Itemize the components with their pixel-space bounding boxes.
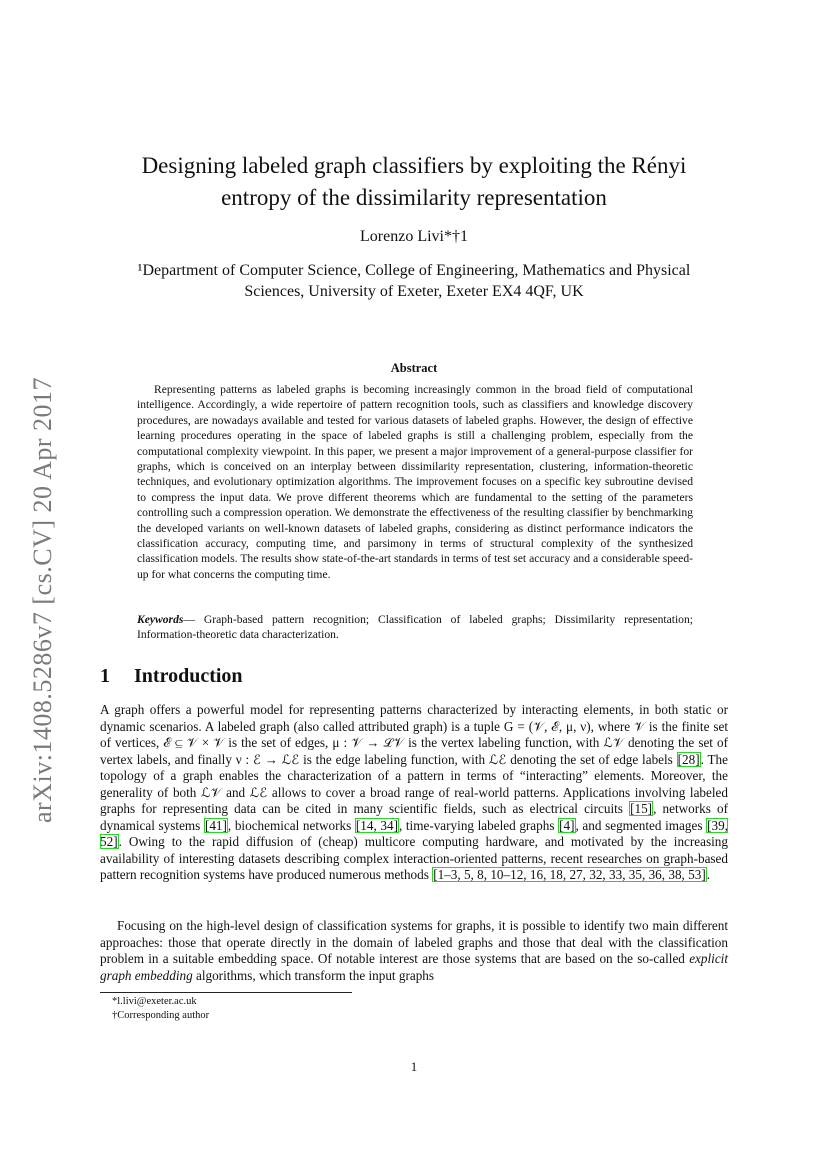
section-title: Introduction — [134, 665, 243, 687]
section-number: 1 — [100, 665, 110, 687]
title-line-2: entropy of the dissimilarity representation — [221, 185, 607, 210]
keywords — [137, 612, 693, 643]
footnote-rule — [100, 992, 352, 993]
paragraph-text: A graph offers a powerful model for representing patterns characterized by interacting elements, in both static or dynamic scenarios. A labeled graph (also called attributed graph) is a tuple G = (𝒱, ℰ, μ, ν), where 𝒱 is the finite set of vertices, ℰ ⊆ 𝒱 × 𝒱 is the set of edges, μ : 𝒱 → ℒ𝒱 is the vertex labeling function, with ℒ𝒱 denoting the set of vertex labels, and finally ν : ℰ → ℒℰ is the edge labeling function, with ℒℰ denoting the set of edge labels — [100, 702, 728, 767]
arxiv-identifier: arXiv:1408.5286v7 [cs.CV] 20 Apr 2017 — [28, 376, 58, 824]
citation-link[interactable]: [41] — [204, 817, 227, 833]
paragraph-text: , networks of dynamical systems — [100, 801, 728, 833]
paragraph-text: . Owing to the rapid diffusion of (cheap) multicore computing hardware, and motivated by the increasing availability of interesting datasets describing complex interaction-oriented patterns, recent researches on graph-based pattern recognition systems have produced numerous methods — [100, 834, 728, 882]
arxiv-watermark — [26, 370, 60, 830]
paragraph-text: . — [706, 867, 711, 882]
abstract-heading: Abstract — [390, 361, 438, 375]
paragraph-text: , biochemical networks — [227, 817, 355, 833]
paragraph-text: . The topology of a graph enables the characterization of a pattern in terms of “interacting” elements. Moreover, the generality of both ℒ𝒱 and ℒℰ allows to cover a broad range of real-world patterns. Applications involving labeled graphs for representing data can be cited in many scientific fields, such as electrical circuits — [100, 751, 728, 816]
citation-link[interactable]: [4] — [559, 817, 575, 833]
abstract-text: Representing patterns as labeled graphs is becoming increasingly common in the broad field of computational intelligence. Accordingly, a wide repertoire of pattern recognition tools, such as classifiers and knowledge discovery procedures, are nowadays available and tested for various datasets of labeled graphs. However, the design of effective learning procedures operating in the space of labeled graphs is still a challenging problem, especially from the computational complexity viewpoint. In this paper, we present a major improvement of a general-purpose classifier for graphs, which is conceived on an interplay between dissimilarity representation, clustering, information-theoretic techniques, and evolutionary optimization algorithms. The improvement focuses on a specific key subroutine devised to compress the input data. We prove different theorems which are fundamental to the setting of the parameters controlling such a compression operation. We demonstrate the effectiveness of the resulting classifier by benchmarking the developed variants on well-known datasets of labeled graphs, considering as distinct performance indicators the classification accuracy, computing time, and parsimony in terms of structural complexity of the synthesized classification models. The results show state-of-the-art standards in terms of test set accuracy and a considerable speed-up for what concerns the computing time. — [137, 383, 693, 581]
paragraph-text: , and segmented images — [575, 817, 707, 833]
affiliation-line-1: ¹Department of Computer Science, College of Engineering, Mathematics and Physical — [137, 262, 691, 279]
affiliation-line-2: Sciences, University of Exeter, Exeter EX4 4QF, UK — [244, 283, 584, 300]
citation-link[interactable]: [15] — [630, 801, 653, 816]
paragraph-text: algorithms, which transform the input graphs — [192, 967, 435, 983]
page-number: 1 — [410, 1059, 418, 1074]
citation-link[interactable]: [28] — [677, 751, 700, 767]
section-heading-introduction — [100, 665, 243, 688]
keywords-text: — Graph-based pattern recognition; Classification of labeled graphs; Dissimilarity representation; Information-theoretic data characterization. — [137, 613, 693, 642]
paragraph-text: , time-varying labeled graphs — [398, 817, 559, 833]
emphasized-term: explicit graph embedding — [100, 951, 728, 983]
citation-link[interactable]: [14, 34] — [355, 817, 398, 833]
footnote-corresponding-author: †Corresponding author — [112, 1010, 210, 1021]
intro-paragraph-1 — [100, 702, 728, 884]
affiliation — [100, 260, 728, 302]
citation-link[interactable]: [39, 52] — [100, 817, 728, 849]
intro-paragraph-2 — [100, 918, 728, 984]
author-name: Lorenzo Livi*†1 — [360, 228, 468, 245]
footnote-email: *l.livi@exeter.ac.uk — [112, 996, 197, 1007]
keywords-label: Keywords — [137, 613, 184, 626]
paper-title — [100, 150, 728, 214]
paragraph-text: Focusing on the high-level design of classification systems for graphs, it is possible to identify two main different approaches: those that operate directly in the domain of labeled graphs and those that deal with the classification problem in a suitable embedding space. Of notable interest are those systems that are based on the so-called — [100, 918, 728, 966]
citation-link[interactable]: [1–3, 5, 8, 10–12, 16, 18, 27, 32, 33, 35, 36, 38, 53] — [433, 867, 706, 882]
title-line-1: Designing labeled graph classifiers by exploiting the Rényi — [141, 153, 687, 178]
